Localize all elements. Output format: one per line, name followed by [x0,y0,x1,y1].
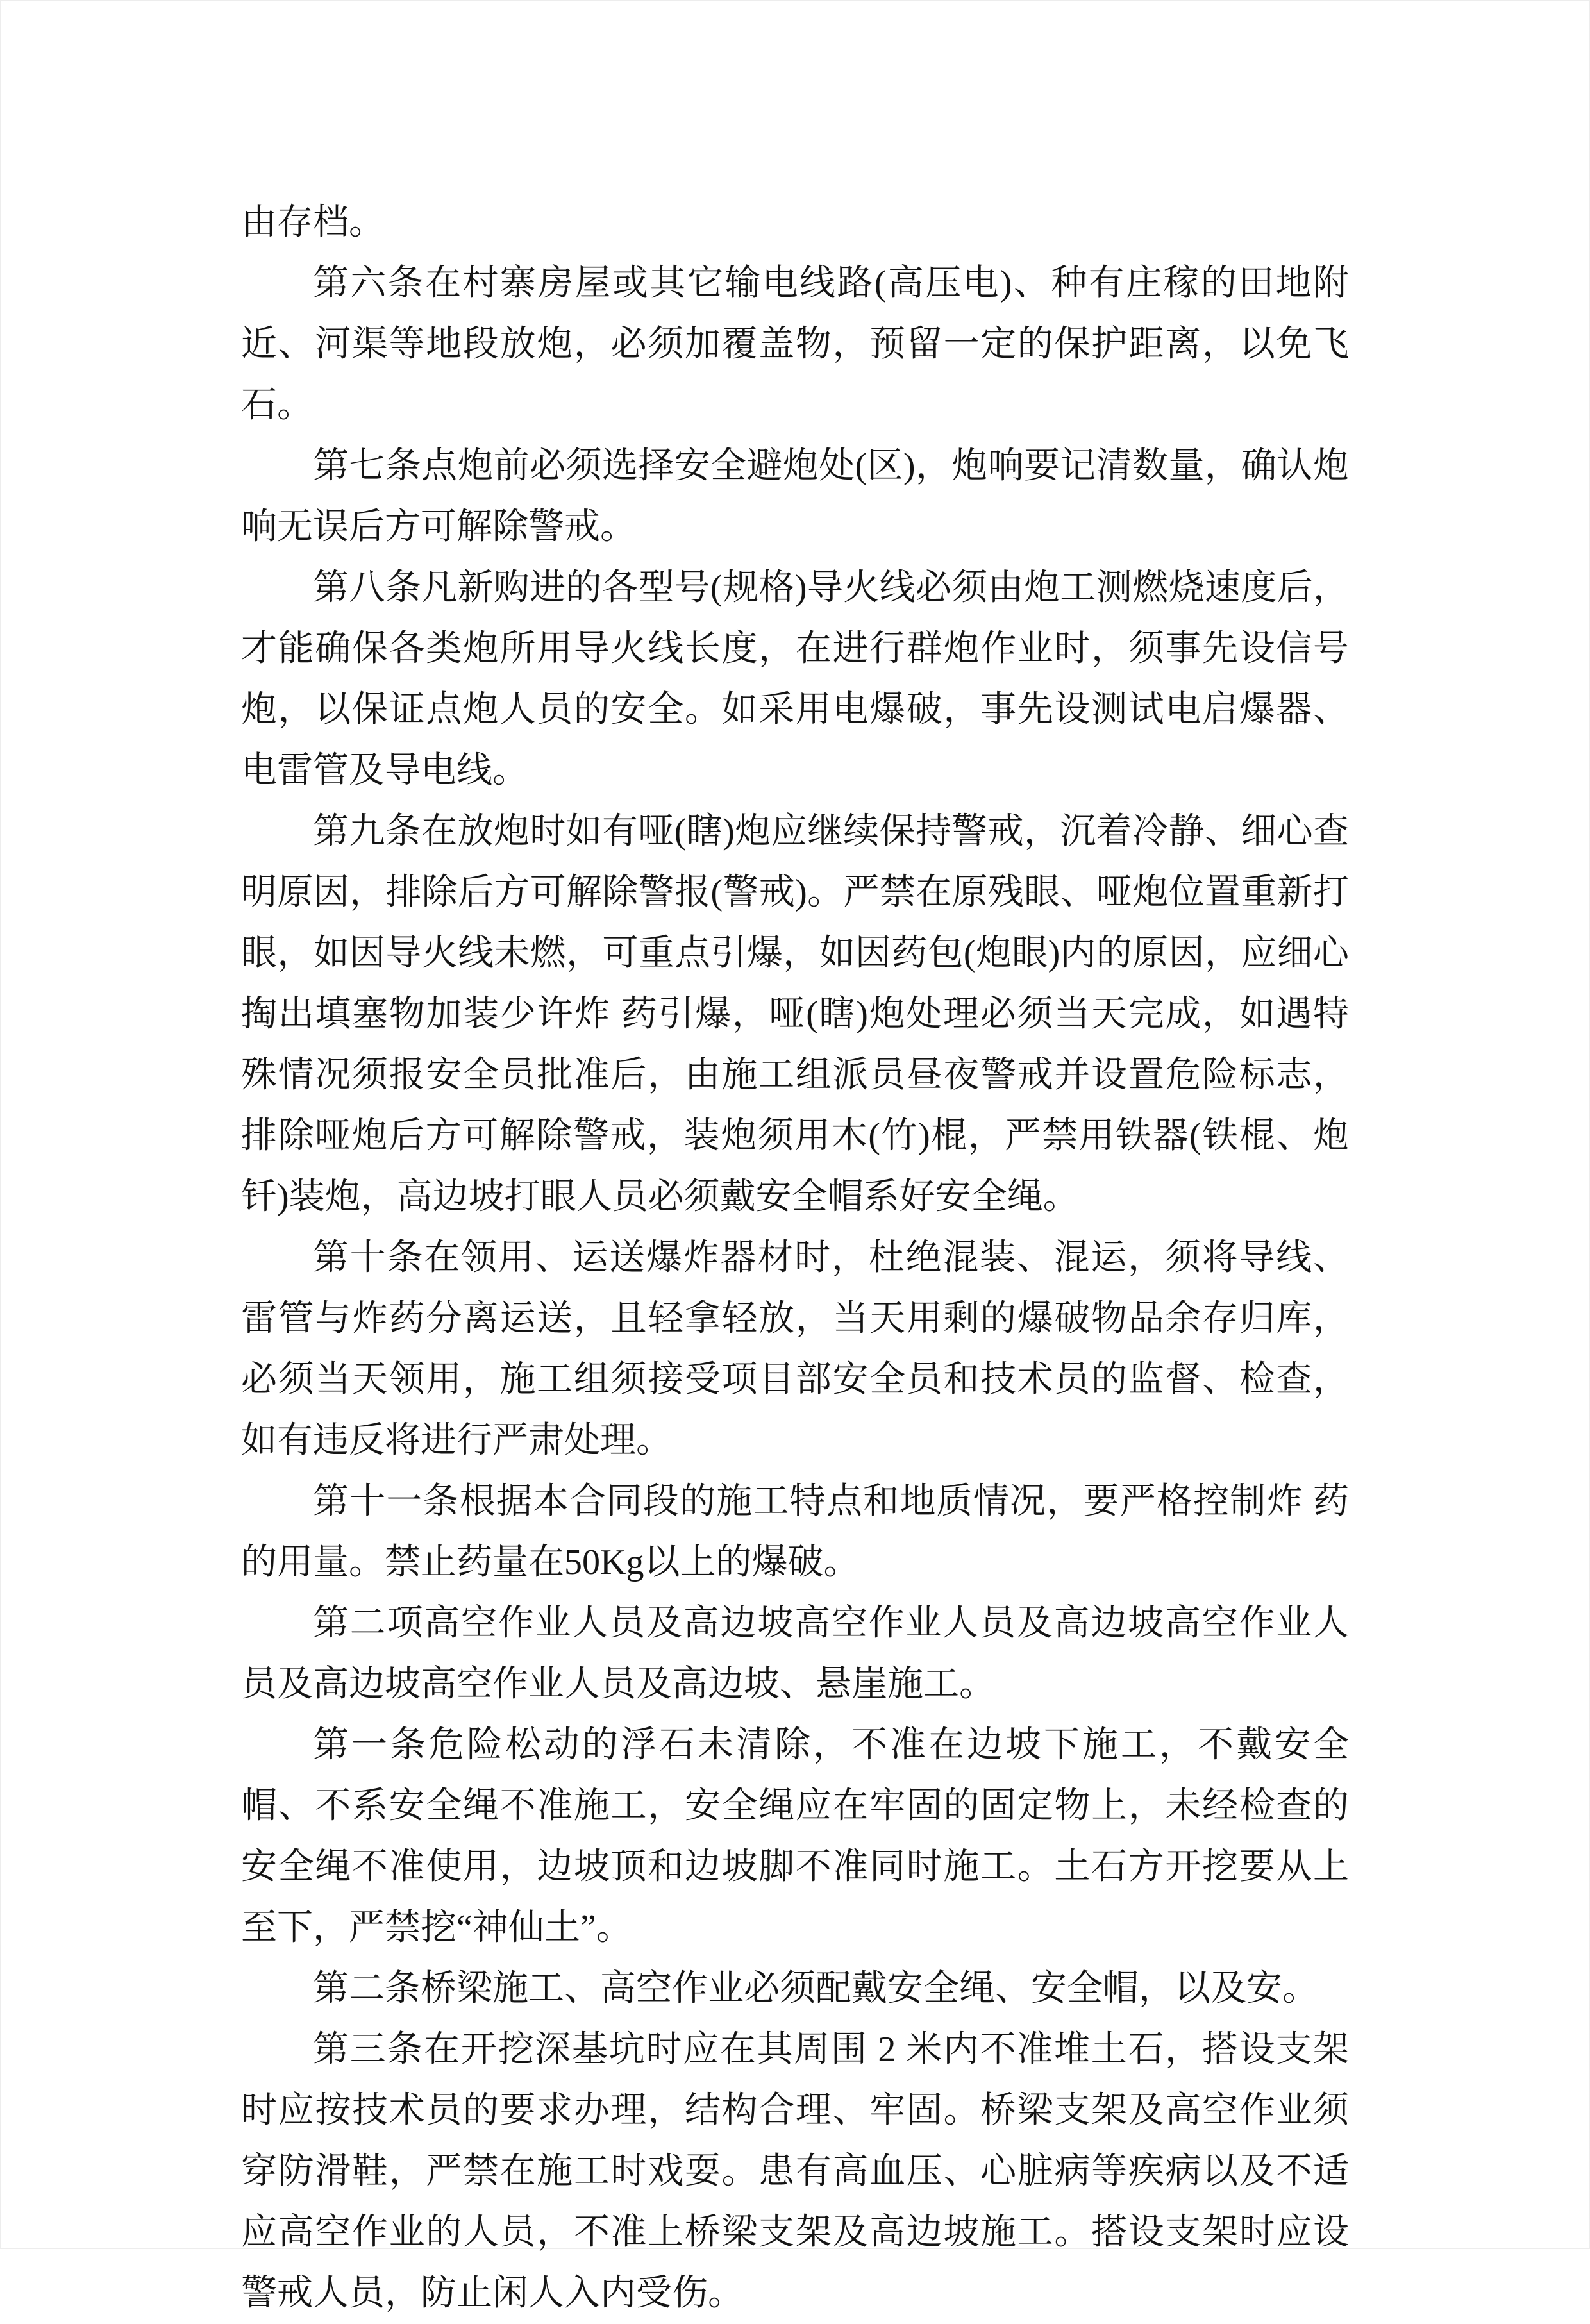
paragraph: 第二条桥梁施工、高空作业必须配戴安全绳、安全帽，以及安。 [313,1969,1318,2009]
paragraph: 第十一条根据本合同段的施工特点和地质情况，要严格控制炸 药的用量。禁止药量在50Kg以上的爆破。 [241,1482,1349,1582]
paragraph: 第二项高空作业人员及高边坡高空作业人员及高边坡高空作业人员及高边坡高空作业人员及高边坡、悬崖施工。 [241,1603,1349,1704]
paragraph: 由存档。 [241,203,385,242]
paragraph: 第八条凡新购进的各型号(规格)导火线必须由炮工测燃烧速度后，才能确保各类炮所用导火线长度，在进行群炮作业时，须事先设信号炮，以保证点炮人员的安全。如采用电爆破，事先设测试电启爆器、电雷管及导电线。 [241,568,1349,790]
document-content [241,192,1349,2324]
paragraph: 第九条在放炮时如有哑(瞎)炮应继续保持警戒，沉着冷静、细心查明原因，排除后方可解除警报(警戒)。严禁在原残眼、哑炮位置重新打眼，如因导火线未燃，可重点引爆，如因药包(炮眼)内的原因，应细心掏出填塞物加装少许炸 药引爆，哑(瞎)炮处理必须当天完成，如遇特殊情况须报安全员批准后，由施工组派员昼夜警戒并设置危险标志，排除哑炮后方可解除警戒，装炮须用木(竹)棍，严禁用铁器(铁棍、炮钎)装炮，高边坡打眼人员必须戴安全帽系好安全绳。 [241,812,1349,1217]
paragraph: 第六条在村寨房屋或其它输电线路(高压电)、种有庄稼的田地附近、河渠等地段放炮，必须加覆盖物，预留一定的保护距离，以免飞石。 [241,263,1349,425]
paragraph: 第十条在领用、运送爆炸器材时，杜绝混装、混运，须将导线、雷管与炸药分离运送，且轻拿轻放，当天用剩的爆破物品余存归库，必须当天领用，施工组须接受项目部安全员和技术员的监督、检查，如有违反将进行严肃处理。 [241,1238,1349,1460]
paragraph: 第七条点炮前必须选择安全避炮处(区)，炮响要记清数量，确认炮响无误后方可解除警戒。 [241,446,1349,547]
paragraph: 第一条危险松动的浮石未清除，不准在边坡下施工，不戴安全帽、不系安全绳不准施工，安全绳应在牢固的固定物上，未经检查的安全绳不准使用，边坡顶和边坡脚不准同时施工。土石方开挖要从上至下，严禁挖“神仙土”。 [241,1725,1349,1948]
paragraph: 第三条在开挖深基坑时应在其周围 2 米内不准堆土石，搭设支架时应按技术员的要求办理，结构合理、牢固。桥梁支架及高空作业须穿防滑鞋，严禁在施工时戏耍。患有高血压、心脏病等疾病以及不适应高空作业的人员，不准上桥梁支架及高边坡施工。搭设支架时应设警戒人员，防止闲人入内受伤。 [241,2030,1349,2313]
